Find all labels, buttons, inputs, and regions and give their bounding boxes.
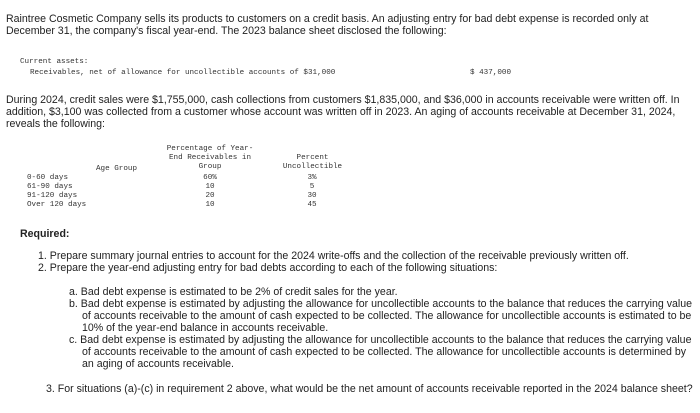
age-header: Age Group <box>95 165 137 173</box>
pct-header-line3: Group <box>198 163 222 171</box>
row-pct-2: 20 <box>205 192 215 200</box>
pct-header-line1: Percentage of Year- <box>166 145 254 153</box>
row-unc-3: 45 <box>307 201 317 209</box>
situation-c: c. Bad debt expense is estimated by adjusting the allowance for uncollectible accounts to the balance that reduces the carrying value of accounts receivable to the amount of cash expected to be collected. The allowance for uncollectible accounts is determined by an aging of accounts receivable. <box>69 334 692 370</box>
required-label: Required: <box>20 228 70 240</box>
situation-a: a. Bad debt expense is estimated to be 2% of credit sales for the year. <box>69 286 398 298</box>
unc-header-line1: Percent <box>296 154 329 162</box>
situation-b: b. Bad debt expense is estimated by adjusting the allowance for uncollectible accounts to the balance that reduces the carrying value of accounts receivable to the amount of cash expected to be collected. The allowance for uncollectible accounts is estimated to be 10% of the year-end balance in accounts receivable. <box>69 298 693 334</box>
row-age-1: 61-90 days <box>27 183 73 191</box>
during-2024-paragraph: During 2024, credit sales were $1,755,000, cash collections from customers $1,835,000, and $36,000 in accounts receivable were written off. In addition, $3,100 was collected from a customer whose account was written off in 2023. An aging of accounts receivable at December 31, 2024, reveals the following: <box>6 94 680 130</box>
row-age-3: Over 120 days <box>27 201 87 209</box>
row-unc-2: 30 <box>307 192 317 200</box>
aging-table <box>27 143 350 219</box>
current-assets-heading: Current assets: <box>20 58 89 66</box>
required-item-1: 1. Prepare summary journal entries to account for the 2024 write-offs and the collection of the receivable previously written off. <box>38 250 629 262</box>
unc-header-line2: Uncollectible <box>282 163 343 171</box>
intro-paragraph: Raintree Cosmetic Company sells its products to customers on a credit basis. An adjusting entry for bad debt expense is recorded only at December 31, the company's fiscal year-end. The 2023 balance sheet disclosed the following: <box>6 13 649 37</box>
required-item-2: 2. Prepare the year-end adjusting entry for bad debts according to each of the following situations: <box>38 262 498 274</box>
receivables-line-label: Receivables, net of allowance for uncollectible accounts of $31,000 <box>30 69 336 77</box>
receivables-line-value: $ 437,000 <box>470 69 512 77</box>
row-age-2: 91-120 days <box>27 192 78 200</box>
row-pct-3: 10 <box>205 201 215 209</box>
row-unc-1: 5 <box>309 183 315 191</box>
requirement-3: 3. For situations (a)-(c) in requirement 2 above, what would be the net amount of accounts receivable reported in the 2024 balance sheet? <box>46 383 693 395</box>
row-unc-0: 3% <box>307 174 317 182</box>
row-pct-0: 60% <box>203 174 217 182</box>
row-pct-1: 10 <box>205 183 215 191</box>
row-age-0: 0-60 days <box>27 174 69 182</box>
pct-header-line2: End Receivables in <box>168 154 252 162</box>
